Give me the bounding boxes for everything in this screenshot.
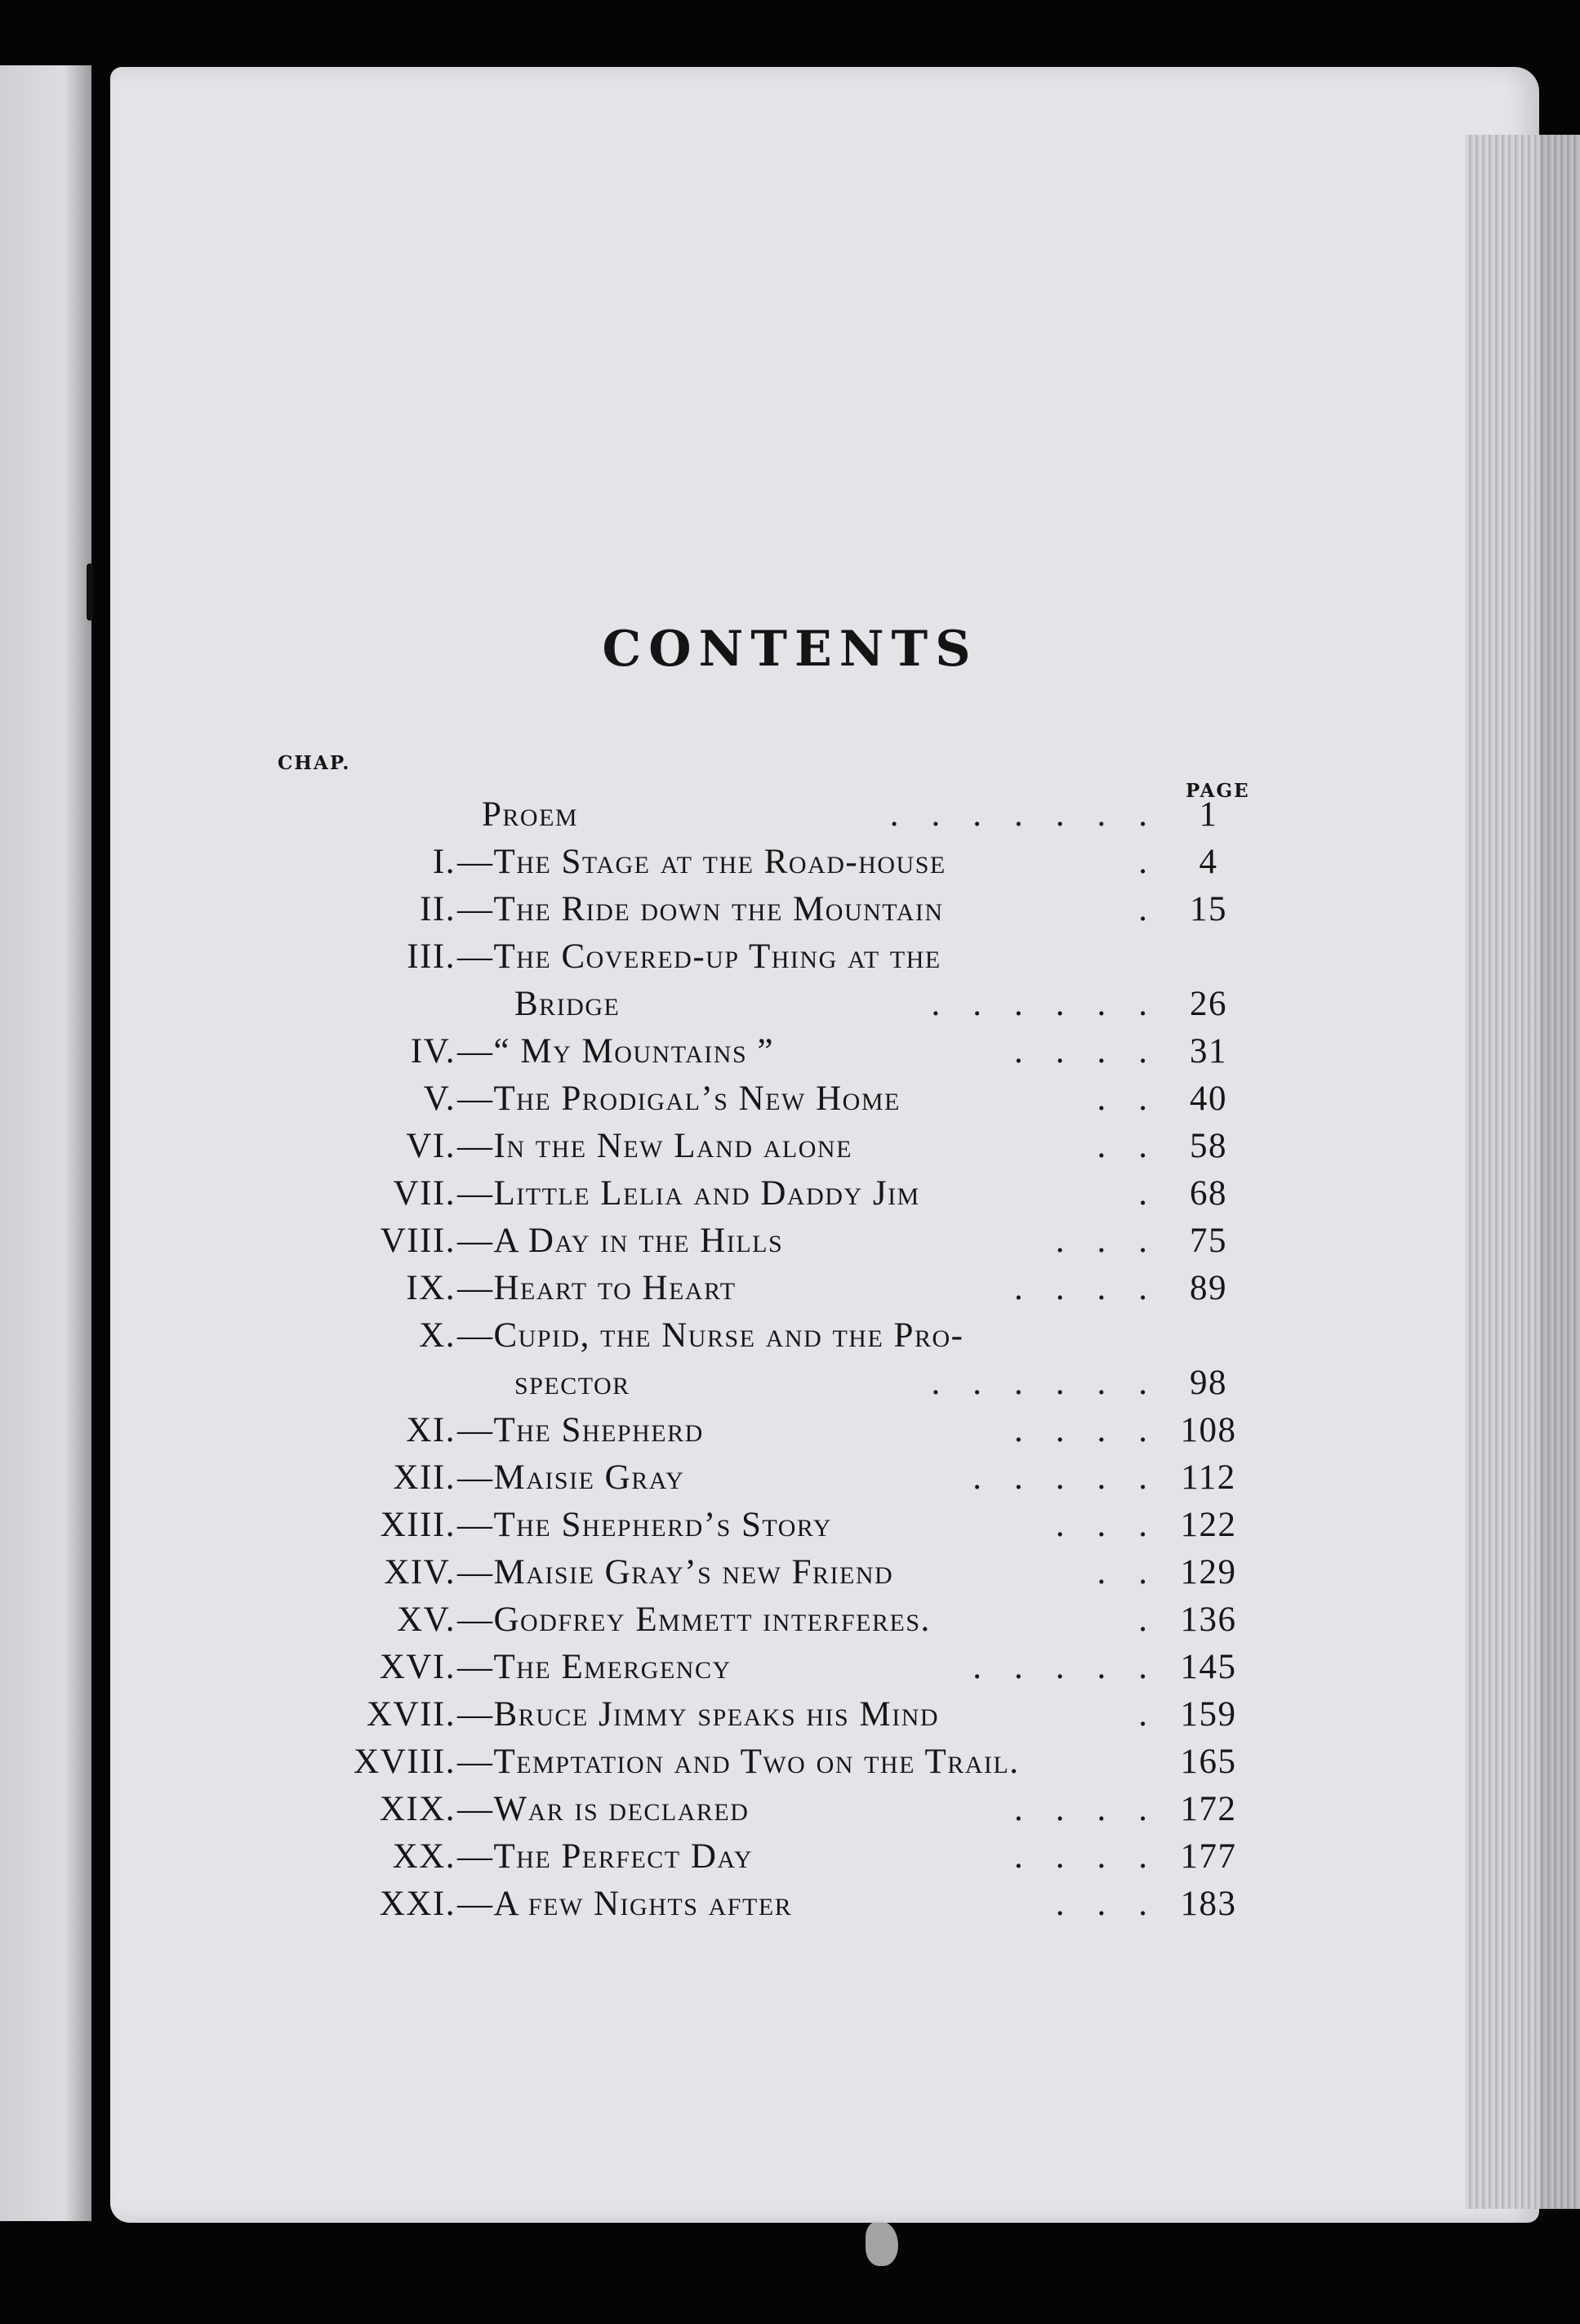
toc-entry [0, 887, 1580, 933]
toc-entry-chapter: XIX. [379, 1790, 456, 1828]
toc-entry-chapter: XV. [397, 1601, 456, 1639]
toc-entry-page: 15 [1190, 890, 1227, 928]
toc-entry [0, 1739, 1580, 1785]
toc-entry-page: 26 [1190, 985, 1227, 1023]
leader-dots: ....... [889, 795, 1180, 834]
toc-entry [0, 1029, 1580, 1075]
toc-entry [0, 1787, 1580, 1832]
toc-entry-title: Proem [482, 795, 579, 834]
toc-entry-chapter: XI. [406, 1411, 456, 1449]
toc-entry-page: 40 [1190, 1080, 1227, 1118]
leader-dots: .. [1097, 1553, 1180, 1592]
toc-entry-chapter: XVII. [367, 1695, 456, 1734]
toc-entry-page: 183 [1180, 1885, 1237, 1923]
toc-entry-chapter: XVI. [379, 1648, 456, 1686]
toc-entry-title: —The Covered-up Thing at the [457, 937, 941, 976]
toc-entry-title: —A Day in the Hills [457, 1222, 784, 1260]
toc-entry-chapter: XIV. [384, 1553, 456, 1592]
leader-dots: ... [1055, 1222, 1180, 1260]
toc-entry-title: —In the New Land alone [457, 1127, 852, 1165]
toc-entry-title: —The Shepherd [457, 1411, 704, 1449]
leader-dots: .... [1014, 1411, 1180, 1449]
toc-entry-title: —Maisie Gray [457, 1458, 685, 1497]
toc-entry [0, 1881, 1580, 1927]
leader-dots: .. [1097, 1127, 1180, 1165]
toc-entry-title: —Bruce Jimmy speaks his Mind [457, 1695, 940, 1734]
toc-entry-title-cont: Bridge [514, 985, 621, 1023]
toc-entry-page: 159 [1180, 1695, 1237, 1734]
toc-entry-title: —The Shepherd’s Story [457, 1506, 832, 1544]
toc-entry-chapter: XX. [392, 1837, 456, 1876]
leader-dots: .... [1014, 1032, 1180, 1071]
chapter-column-label: CHAP. [278, 752, 351, 774]
toc-entry-title: —The Emergency [457, 1648, 732, 1686]
toc-entry-title: —War is declared [457, 1790, 750, 1828]
leader-dots: . [1138, 890, 1180, 928]
toc-entry-chapter: II. [420, 890, 456, 928]
toc-entry-title: —Cupid, the Nurse and the Pro- [457, 1316, 964, 1355]
toc-entry-page: 31 [1190, 1032, 1227, 1071]
toc-entry [0, 1550, 1580, 1596]
toc-entry [0, 1834, 1580, 1880]
toc-entry [0, 1171, 1580, 1217]
toc-entry-chapter: VII. [393, 1174, 456, 1213]
toc-entry [0, 1266, 1580, 1311]
toc-entry-chapter: XVIII. [354, 1743, 456, 1781]
page-title: CONTENTS [602, 621, 978, 678]
toc-entry-page: 1 [1199, 795, 1218, 834]
leader-dots: ..... [972, 1458, 1180, 1497]
toc-entry [0, 792, 1580, 838]
leader-dots: ... [1055, 1506, 1180, 1544]
leader-dots: ... [1055, 1885, 1180, 1923]
toc-entry-title-cont: spector [514, 1364, 630, 1402]
toc-entry-chapter: IV. [410, 1032, 456, 1071]
leader-dots: .... [1014, 1269, 1180, 1307]
toc-entry-chapter: I. [432, 843, 456, 881]
toc-entry-page: 68 [1190, 1174, 1227, 1213]
toc-entry-title: —The Perfect Day [457, 1837, 753, 1876]
toc-entry-title: —The Ride down the Mountain [457, 890, 944, 928]
toc-entry [0, 1503, 1580, 1548]
leader-dots: . [1138, 1601, 1180, 1639]
toc-entry-chapter: XXI. [379, 1885, 456, 1923]
toc-entry-title: —Godfrey Emmett interferes. [457, 1601, 931, 1639]
toc-entry-page: 145 [1180, 1648, 1237, 1686]
toc-entry-page: 122 [1180, 1506, 1237, 1544]
toc-entry-page: 4 [1199, 843, 1218, 881]
leader-dots: ...... [931, 985, 1180, 1023]
toc-entry-chapter: V. [423, 1080, 456, 1118]
toc-entry [0, 1124, 1580, 1169]
toc-entry [0, 1313, 1580, 1359]
toc-entry [0, 1645, 1580, 1690]
toc-entry-title: —Little Lelia and Daddy Jim [457, 1174, 920, 1213]
toc-entry-title: —Heart to Heart [457, 1269, 737, 1307]
toc-entry-page: 172 [1180, 1790, 1237, 1828]
toc-entry [0, 1455, 1580, 1501]
toc-entry-page: 177 [1180, 1837, 1237, 1876]
toc-entry-chapter: VI. [406, 1127, 456, 1165]
toc-entry-page: 58 [1190, 1127, 1227, 1165]
toc-entry [0, 1597, 1580, 1643]
toc-entry-continuation [0, 982, 1580, 1027]
toc-entry [0, 1218, 1580, 1264]
leader-dots: ...... [931, 1364, 1180, 1402]
toc-entry-page: 112 [1181, 1458, 1236, 1497]
leader-dots: . [1138, 1174, 1180, 1213]
toc-entry-title: —A few Nights after [457, 1885, 793, 1923]
toc-entry [0, 839, 1580, 885]
toc-entry-page: 108 [1180, 1411, 1237, 1449]
toc-entry-chapter: VIII. [380, 1222, 456, 1260]
toc-entry [0, 1076, 1580, 1122]
leader-dots: . [1138, 1695, 1180, 1734]
scan-debris [866, 2221, 898, 2266]
toc-entry-title: —Maisie Gray’s new Friend [457, 1553, 894, 1592]
toc-entry-title: —Temptation and Two on the Trail. [457, 1743, 1020, 1781]
toc-entry-page: 165 [1180, 1743, 1237, 1781]
toc-entry-page: 75 [1190, 1222, 1227, 1260]
toc-entry-page: 89 [1190, 1269, 1227, 1307]
toc-entry-continuation [0, 1360, 1580, 1406]
leader-dots: .... [1014, 1790, 1180, 1828]
toc-entry-page: 98 [1190, 1364, 1227, 1402]
leader-dots: . [1138, 843, 1180, 881]
page-column-label: PAGE [1186, 780, 1250, 802]
toc-entry-chapter: IX. [406, 1269, 456, 1307]
toc-entry [0, 934, 1580, 980]
toc-entry-title: —The Prodigal’s New Home [457, 1080, 901, 1118]
toc-entry-chapter: XIII. [380, 1506, 456, 1544]
gutter-mark [87, 563, 93, 621]
toc-entry-chapter: XII. [393, 1458, 456, 1497]
toc-entry-title: —“ My Mountains ” [457, 1032, 774, 1071]
toc-entry-chapter: X. [419, 1316, 456, 1355]
toc-entry-page: 136 [1180, 1601, 1237, 1639]
leader-dots: .. [1097, 1080, 1180, 1118]
toc-entry [0, 1692, 1580, 1738]
toc-entry [0, 1408, 1580, 1454]
toc-entry-page: 129 [1180, 1553, 1237, 1592]
toc-entry-title: —The Stage at the Road-house [457, 843, 946, 881]
leader-dots: .... [1014, 1837, 1180, 1876]
toc-entry-chapter: III. [407, 937, 456, 976]
leader-dots: ..... [972, 1648, 1180, 1686]
